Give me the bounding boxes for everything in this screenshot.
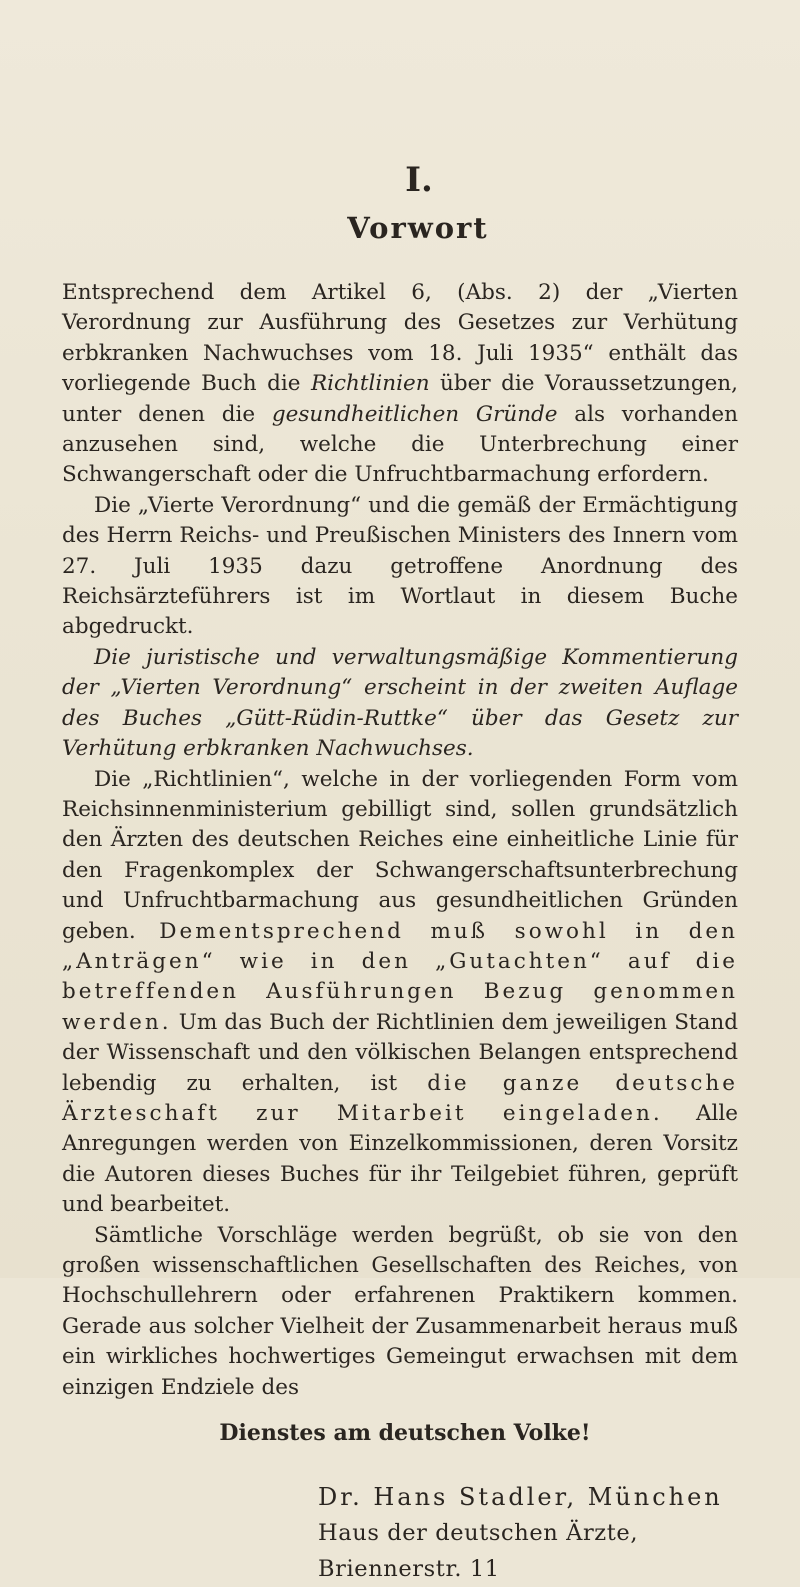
closing-slogan: Dienstes am deutschen Volke! xyxy=(219,1420,591,1447)
chapter-title: Vorwort xyxy=(347,211,489,245)
signature-address: Haus der deutschen Ärzte, Briennerstr. 11 xyxy=(318,1520,639,1583)
paragraph-1-text-c: über die Voraussetzungen, unter denen die xyxy=(62,371,738,427)
paragraph-1-emphasis-richtlinien: Richtlinien xyxy=(310,371,430,397)
paragraph-4-text-e: Alle Anregungen werden von Einzelkommissionen, deren Vorsitz die Autoren dieses Buches für ihr Teilgebiet führen, geprüft und bearbeitet. xyxy=(62,1100,738,1218)
paragraph-4-spaced-emphasis-2: die ganze deutsche Ärzteschaft zur Mitarbeit eingeladen. xyxy=(62,1070,738,1126)
chapter-number: I. xyxy=(405,160,433,200)
signature-name: Dr. Hans Stadler, München xyxy=(318,1483,723,1512)
paragraph-3-italic-text: Die juristische und verwaltungsmäßige Kommentierung der „Vierten Verordnung“ erscheint in der zweiten Auflage des Buches „Gütt-Rüdin-Ruttke“ über das Gesetz zur Verhütung erbkranken Nachwuchses. xyxy=(62,644,738,762)
signature-block xyxy=(62,1479,738,1587)
paragraph-1 xyxy=(62,278,738,491)
paragraph-4-spaced-emphasis-1: Dementsprechend muß sowohl in den „Anträgen“ wie in den „Gutachten“ auf die betreffenden Ausführungen Bezug genommen werden. xyxy=(62,918,738,1035)
paragraph-2: Die „Vierte Verordnung“ und die gemäß der Ermächtigung des Herrn Reichs- und Preußischen Ministers des Innern vom 27. Juli 1935 dazu getroffene Anordnung des Reichsärzteführers ist im Wortlaut in diesem Buche abgedruckt. xyxy=(62,492,738,640)
paragraph-5: Sämtliche Vorschläge werden begrüßt, ob sie von den großen wissenschaftlichen Gesellschaften des Reiches, von Hochschullehrern oder erfahrenen Praktikern kommen. Gerade aus solcher Vielheit der Zusammenarbeit heraus muß ein wirkliches hochwertiges Gemeingut erwachsen mit dem einzigen Endziele des xyxy=(62,1222,738,1400)
paragraph-1-emphasis-gruende: gesundheitlichen Gründe xyxy=(271,401,558,427)
paragraph-4-text-c: Um das Buch der Richtlinien dem jeweiligen Stand der Wissenschaft und den völkischen Belangen entsprechend lebendig zu erhalten, ist xyxy=(62,1009,738,1096)
paragraph-1-text-a: Entsprechend dem Artikel 6, (Abs. 2) der „Vierten Verordnung zur Ausführung des Gesetzes zur Verhütung erbkranken Nachwuchses vom 18. Juli 1935“ enthält das vorliegende Buch die xyxy=(62,280,738,397)
paragraph-3 xyxy=(62,643,738,765)
preface-body xyxy=(62,278,738,1403)
page-content xyxy=(62,160,738,1587)
paragraph-4-text-a: Die „Richtlinien“, welche in der vorliegenden Form vom Reichsinnenministerium gebilligt sind, sollen grundsätzlich den Ärzten des deutschen Reiches eine einheitliche Linie für den Fragenkomplex der Schwangerschaftsunterbrechung und Unfruchtbarmachung aus gesundheitlichen Gründen geben. xyxy=(62,766,738,944)
paragraph-4 xyxy=(62,765,738,1221)
paragraph-1-text-e: als vorhanden anzusehen sind, welche die Unterbrechung einer Schwangerschaft oder die Unfruchtbarmachung erfordern. xyxy=(62,401,738,488)
